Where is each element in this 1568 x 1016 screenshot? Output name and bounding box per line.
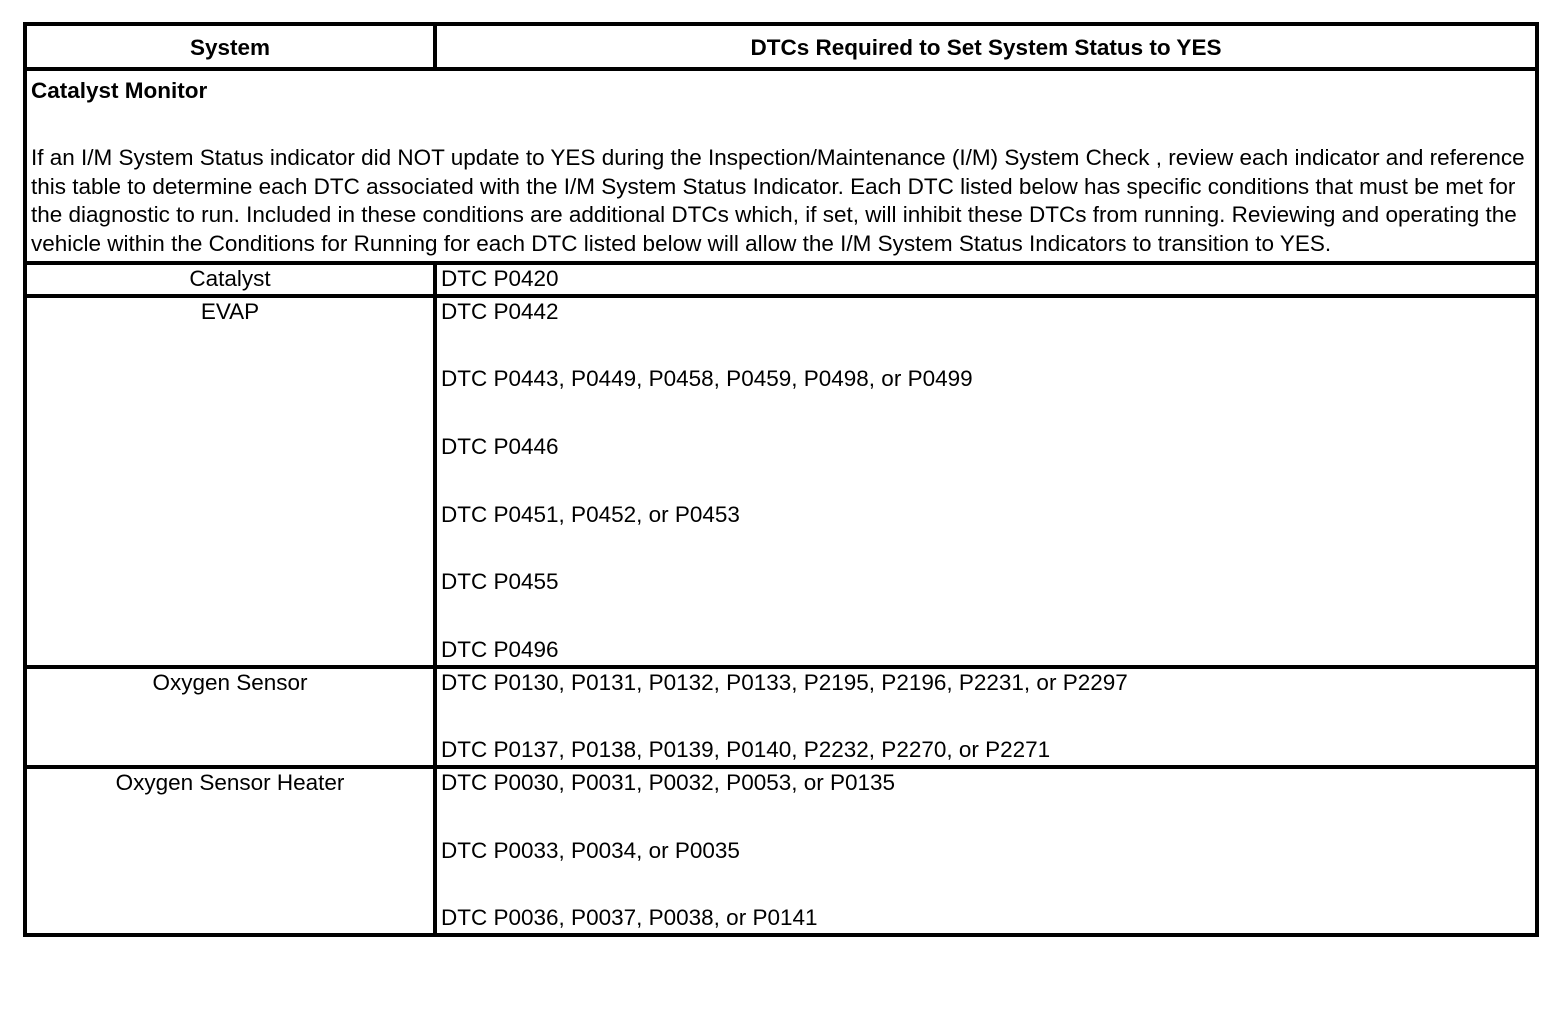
section-row <box>25 69 1537 263</box>
dtc-entry: DTC P0033, P0034, or P0035 <box>441 837 740 863</box>
section-description: If an I/M System Status indicator did NOT update to YES during the Inspection/Maintenance (I/M) System Check , review each indicator and reference this table to determine each DTC associated with the I/M System Status Indicator. Each DTC listed below has specific conditions that must be met for the diagnostic to run. Included in these conditions are additional DTCs which, if set, will inhibit these DTCs from running. Reviewing and operating the vehicle within the Conditions for Running for each DTC listed below will allow the I/M System Status Indicators to transition to YES. <box>31 144 1525 257</box>
dtc-entry: DTC P0036, P0037, P0038, or P0141 <box>441 905 818 931</box>
system-name: EVAP <box>25 296 435 667</box>
dtc-entry: DTC P0442 <box>441 298 559 324</box>
dtc-entry: DTC P0030, P0031, P0032, P0053, or P0135 <box>441 769 896 795</box>
dtc-list <box>435 767 1537 935</box>
dtc-entry: DTC P0496 <box>441 636 559 662</box>
table-row <box>25 263 1537 296</box>
dtc-list <box>435 263 1537 296</box>
dtc-entry: DTC P0137, P0138, P0139, P0140, P2232, P2270, or P2271 <box>441 737 1051 763</box>
table-row <box>25 667 1537 767</box>
system-column-header: System <box>25 24 435 69</box>
table-row <box>25 767 1537 935</box>
table-row <box>25 296 1537 667</box>
dtcs-column-header: DTCs Required to Set System Status to YES <box>435 24 1537 69</box>
dtc-list <box>435 296 1537 667</box>
system-name: Catalyst <box>25 263 435 296</box>
system-name: Oxygen Sensor <box>25 667 435 767</box>
dtc-entry: DTC P0130, P0131, P0132, P0133, P2195, P2196, P2231, or P2297 <box>441 669 1128 695</box>
dtc-list <box>435 667 1537 767</box>
dtc-entry: DTC P0420 <box>441 265 559 291</box>
section-title: Catalyst Monitor <box>31 78 208 103</box>
dtc-entry: DTC P0443, P0449, P0458, P0459, P0498, or P0499 <box>441 366 973 392</box>
dtc-entry: DTC P0451, P0452, or P0453 <box>441 501 740 527</box>
system-name: Oxygen Sensor Heater <box>25 767 435 935</box>
dtc-entry: DTC P0446 <box>441 433 559 459</box>
section-cell <box>25 69 1537 263</box>
dtc-entry: DTC P0455 <box>441 569 559 595</box>
header-row <box>25 24 1537 69</box>
dtc-system-status-table <box>23 22 1539 937</box>
